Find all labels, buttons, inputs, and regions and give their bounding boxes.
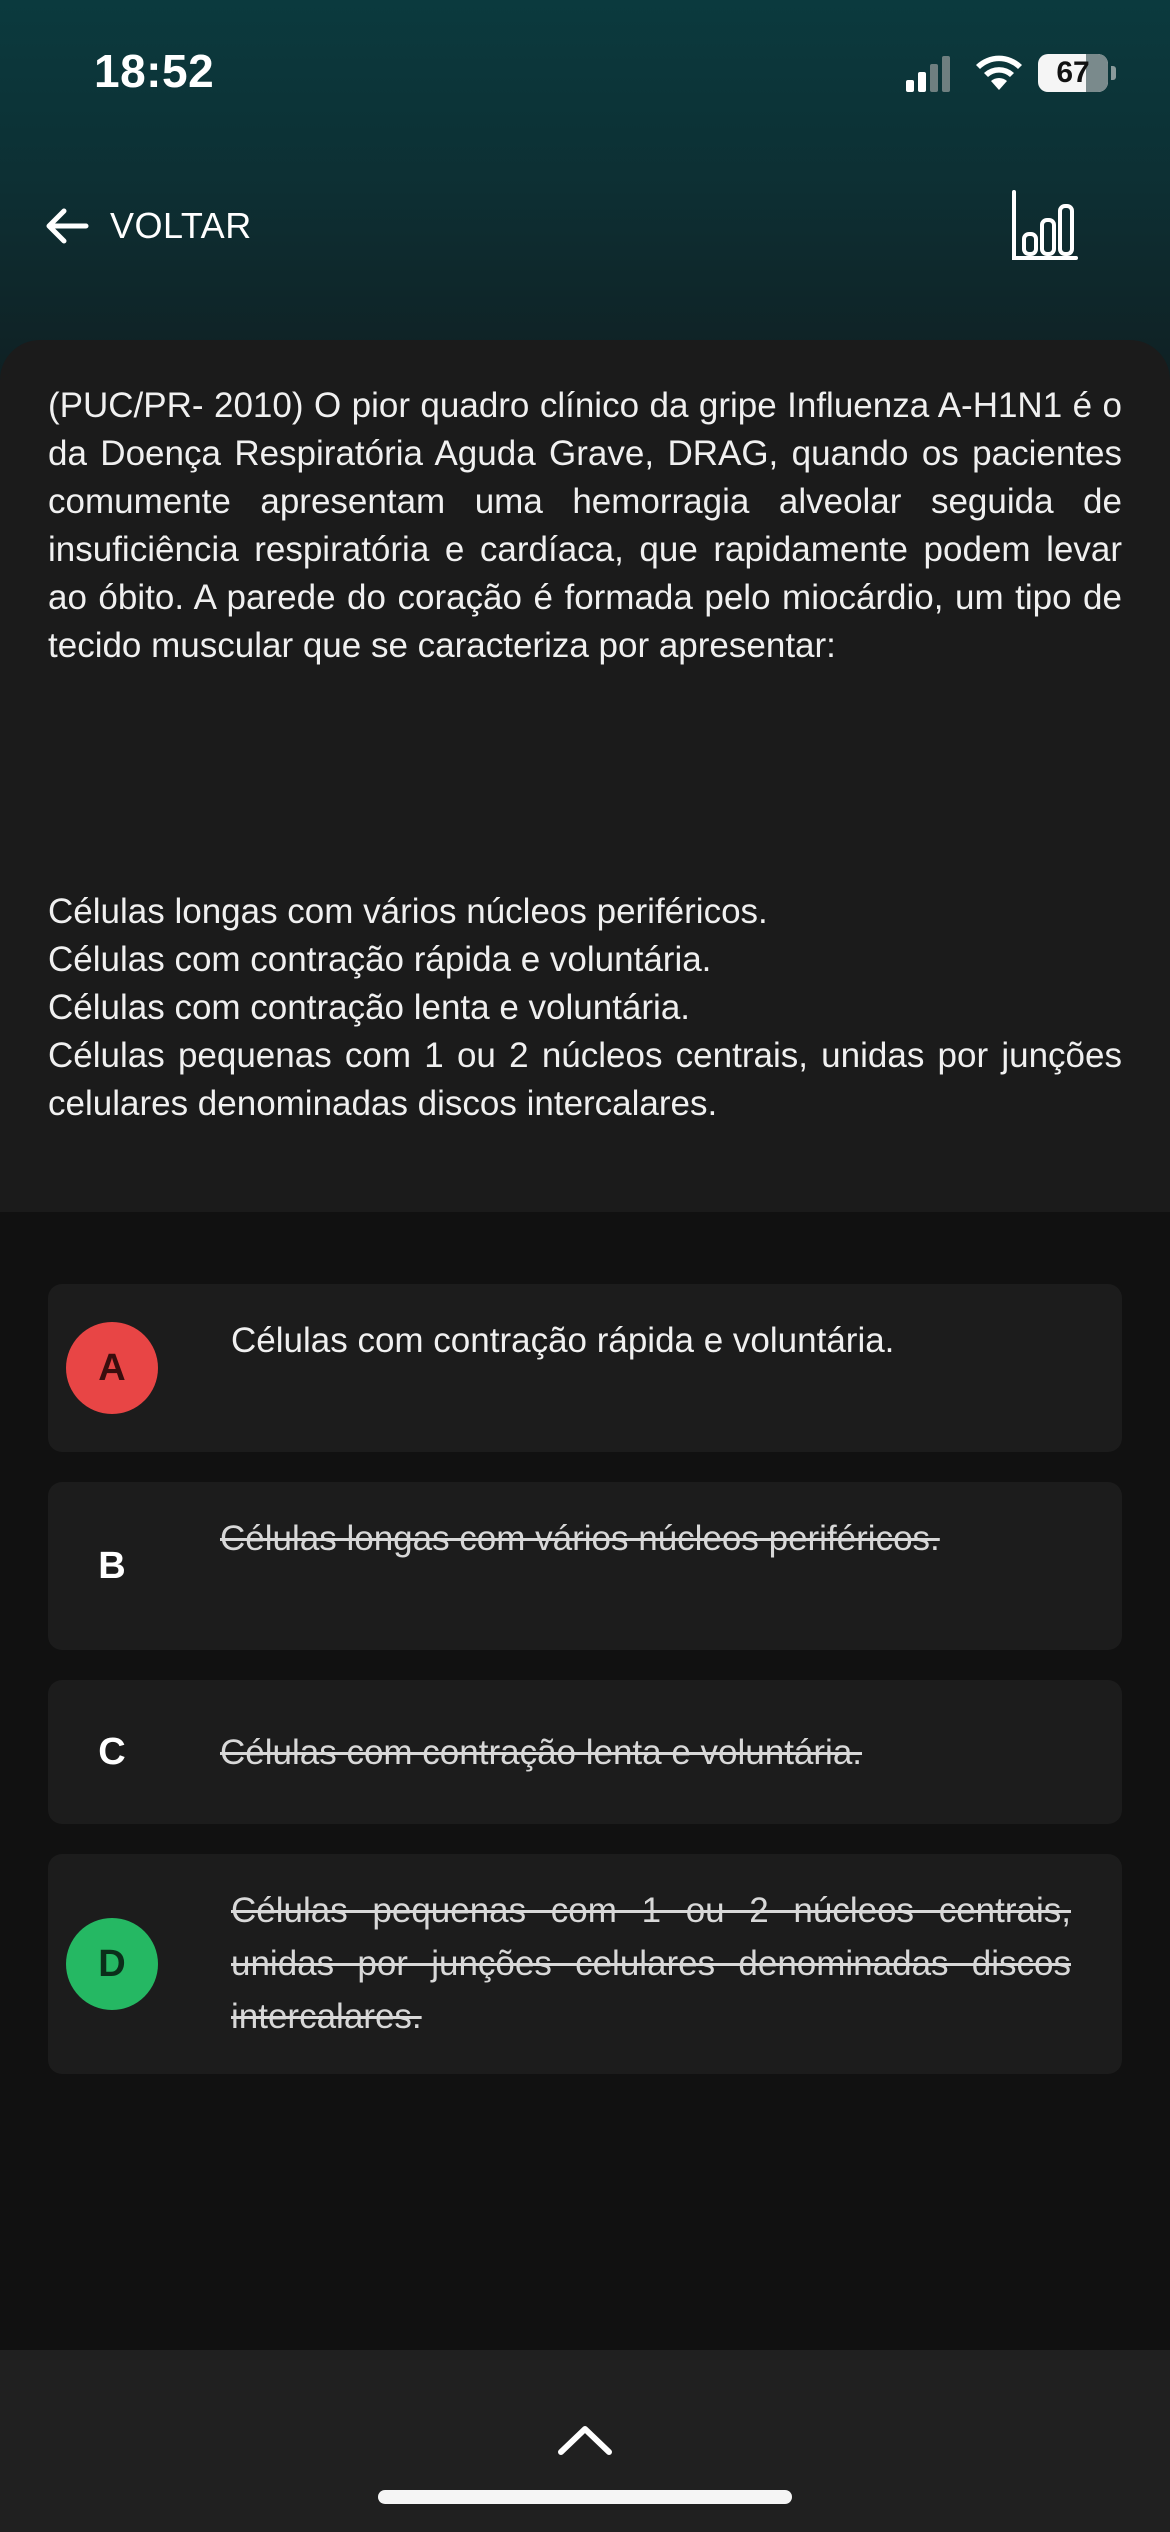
back-label: VOLTAR [110, 205, 252, 246]
answer-option-a[interactable] [48, 1284, 1122, 1452]
question-option: Células com contração lenta e voluntária. [48, 988, 691, 1027]
answer-text-d: Células pequenas com 1 ou 2 núcleos centrais, unidas por junções celulares denominadas discos intercalares. [231, 1891, 1071, 2036]
question-card [0, 340, 1170, 1212]
answer-text-a: Células com contração rápida e voluntária. [231, 1321, 895, 1360]
answer-option-c[interactable] [48, 1680, 1122, 1824]
answer-option-d[interactable] [48, 1854, 1122, 2074]
answer-letter-c: C [98, 1730, 126, 1773]
bar-chart-icon[interactable] [1010, 190, 1080, 262]
battery-level: 67 [1056, 56, 1090, 89]
answer-letter-b: B [98, 1544, 126, 1587]
question-option: Células pequenas com 1 ou 2 núcleos centrais, unidas por junções celulares denominadas discos intercalares. [48, 1036, 1122, 1123]
question-options-list [48, 888, 1122, 1128]
cellular-signal-icon [906, 56, 952, 92]
wifi-icon [974, 52, 1024, 92]
status-time: 18:52 [94, 45, 215, 97]
answer-text-c-eliminated: Células com contração lenta e voluntária. [220, 1733, 863, 1772]
question-option: Células com contração rápida e voluntária. [48, 940, 712, 979]
answer-letter-a-wrong: A [66, 1322, 158, 1414]
answer-letter-d-correct: D [66, 1918, 158, 2010]
answer-text-b-eliminated: Células longas com vários núcleos periféricos. [220, 1519, 940, 1558]
arrow-left-icon [42, 201, 92, 251]
chevron-up-icon[interactable] [555, 2420, 615, 2460]
back-button[interactable] [42, 196, 252, 256]
answer-option-b[interactable] [48, 1482, 1122, 1650]
question-option: Células longas com vários núcleos periféricos. [48, 892, 768, 931]
question-statement: (PUC/PR- 2010) O pior quadro clínico da gripe Influenza A-H1N1 é o da Doença Respiratória Aguda Grave, DRAG, quando os pacientes comumente apresentam uma hemorragia alveolar seguida de insuficiência respiratória e cardíaca, que rapidamente podem levar ao óbito. A parede do coração é formada pelo miocárdio, um tipo de tecido muscular que se caracteriza por apresentar: [48, 386, 1122, 665]
home-indicator[interactable] [378, 2490, 792, 2504]
status-bar [0, 0, 1170, 140]
battery-indicator [1038, 54, 1116, 92]
